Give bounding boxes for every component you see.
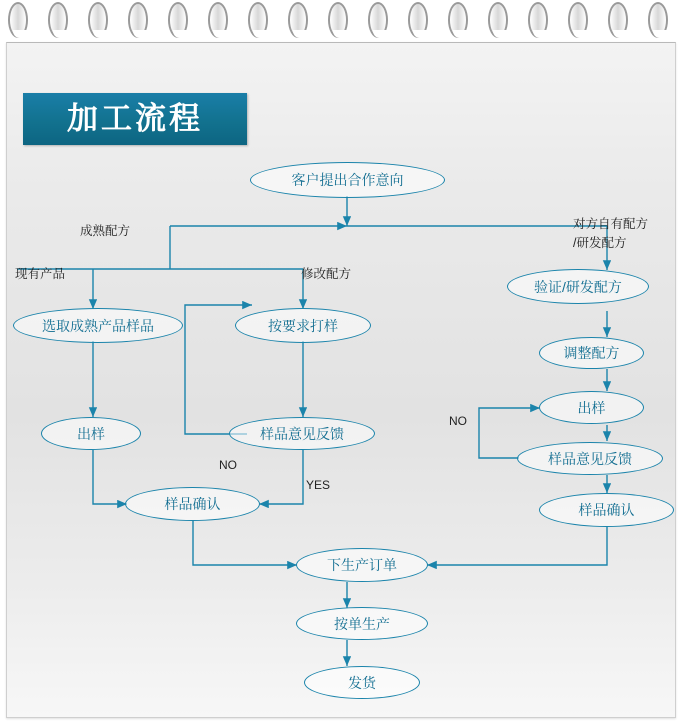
spiral-ring bbox=[88, 2, 108, 38]
edge-label-develop-formula: /研发配方 bbox=[573, 236, 627, 250]
node-adjust-formula: 调整配方 bbox=[539, 337, 644, 369]
edge-label-mature-formula: 成熟配方 bbox=[80, 224, 131, 238]
spiral-ring bbox=[368, 2, 388, 38]
node-place-production-order: 下生产订单 bbox=[296, 548, 428, 582]
spiral-ring bbox=[448, 2, 468, 38]
spiral-ring bbox=[248, 2, 268, 38]
edge-label-no-right: NO bbox=[449, 414, 467, 428]
node-verify-develop-formula: 验证/研发配方 bbox=[507, 269, 649, 304]
spiral-ring bbox=[608, 2, 628, 38]
node-select-mature-sample: 选取成熟产品样品 bbox=[13, 308, 183, 343]
spiral-ring bbox=[408, 2, 428, 38]
edge-label-existing-product: 现有产品 bbox=[15, 267, 66, 281]
spiral-ring bbox=[528, 2, 548, 38]
node-sample-confirm-left: 样品确认 bbox=[125, 487, 260, 521]
edge-label-no-left: NO bbox=[219, 458, 237, 472]
edge-label-yes: YES bbox=[306, 478, 331, 492]
node-sample-confirm-right: 样品确认 bbox=[539, 493, 674, 527]
node-customer-intent: 客户提出合作意向 bbox=[250, 162, 445, 198]
node-make-sample-on-request: 按要求打样 bbox=[235, 308, 371, 343]
spiral-ring bbox=[128, 2, 148, 38]
spiral-ring bbox=[208, 2, 228, 38]
page-title: 加工流程 bbox=[23, 93, 247, 145]
node-sample-feedback-right: 样品意见反馈 bbox=[517, 442, 663, 475]
node-sample-out-right: 出样 bbox=[539, 391, 644, 424]
spiral-ring bbox=[288, 2, 308, 38]
node-sample-out-left: 出样 bbox=[41, 417, 141, 450]
node-sample-feedback-left: 样品意见反馈 bbox=[229, 417, 375, 450]
spiral-ring bbox=[488, 2, 508, 38]
edge-label-own-formula: 对方自有配方 bbox=[573, 217, 649, 231]
spiral-ring bbox=[168, 2, 188, 38]
node-ship: 发货 bbox=[304, 666, 420, 699]
spiral-ring bbox=[48, 2, 68, 38]
spiral-ring bbox=[8, 2, 28, 38]
edge-label-modify-formula: 修改配方 bbox=[301, 267, 352, 281]
spiral-ring bbox=[648, 2, 668, 38]
node-produce-by-order: 按单生产 bbox=[296, 607, 428, 640]
spiral-ring bbox=[328, 2, 348, 38]
spiral-ring bbox=[568, 2, 588, 38]
paper-sheet bbox=[6, 42, 676, 718]
